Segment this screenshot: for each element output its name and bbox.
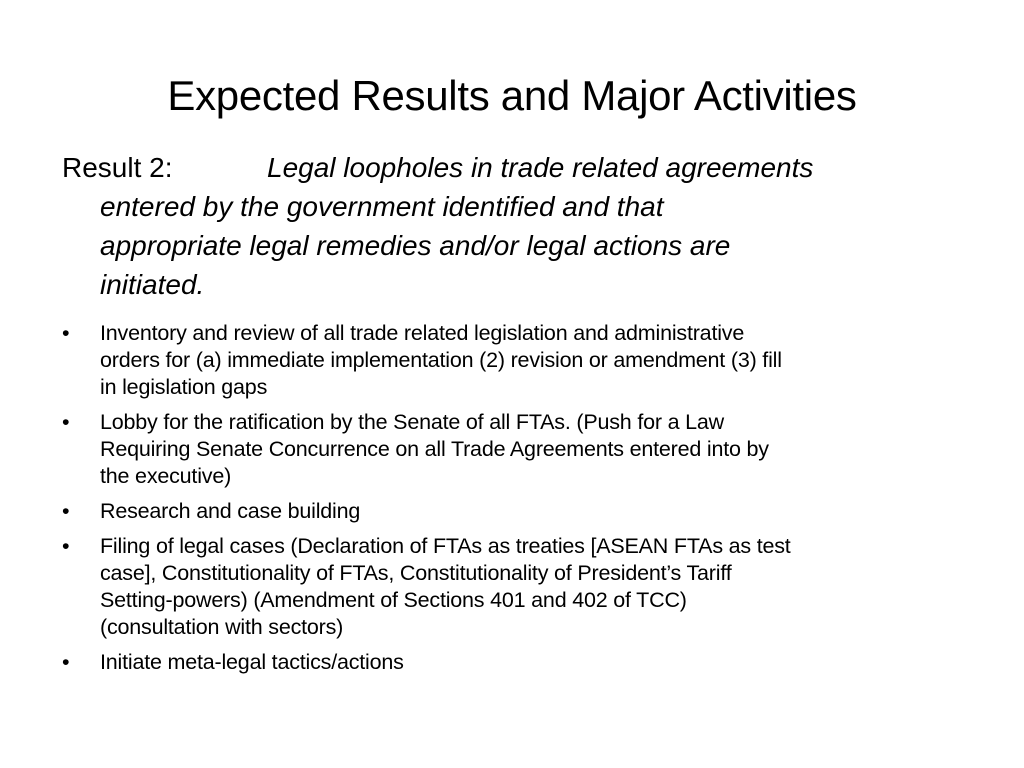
bullet-line: Inventory and review of all trade related legislation and administrative <box>100 321 745 345</box>
result-line: initiated. <box>100 269 205 300</box>
activities-list <box>62 320 982 684</box>
list-item <box>62 533 982 641</box>
result-line <box>62 148 962 187</box>
bullet-line: (consultation with sectors) <box>100 615 344 639</box>
bullet-icon: • <box>62 650 70 674</box>
bullet-icon: • <box>62 321 70 345</box>
bullet-line: case], Constitutionality of FTAs, Constitutionality of President’s Tariff <box>100 561 732 585</box>
bullet-line: Setting-powers) (Amendment of Sections 401 and 402 of TCC) <box>100 588 687 612</box>
bullet-icon: • <box>62 534 70 558</box>
bullet-line: Requiring Senate Concurrence on all Trade Agreements entered into by <box>100 437 769 461</box>
result-text: Legal loopholes in trade related agreements <box>267 152 814 183</box>
bullet-line: the executive) <box>100 464 232 488</box>
bullet-line: in legislation gaps <box>100 375 268 399</box>
slide-title: Expected Results and Major Activities <box>167 72 857 119</box>
bullet-line: Research and case building <box>100 499 361 523</box>
bullet-line: Initiate meta-legal tactics/actions <box>100 650 404 674</box>
bullet-line: Filing of legal cases (Declaration of FTAs as treaties [ASEAN FTAs as test <box>100 534 791 558</box>
list-item <box>62 409 982 490</box>
result-line: entered by the government identified and that <box>100 191 664 222</box>
result-line: appropriate legal remedies and/or legal actions are <box>100 230 731 261</box>
list-item <box>62 498 982 525</box>
result-label: Result 2: <box>62 152 173 183</box>
bullet-line: orders for (a) immediate implementation (2) revision or amendment (3) fill <box>100 348 782 372</box>
bullet-icon: • <box>62 499 70 523</box>
list-item <box>62 649 982 676</box>
bullet-line: Lobby for the ratification by the Senate of all FTAs. (Push for a Law <box>100 410 724 434</box>
list-item <box>62 320 982 401</box>
result-statement <box>62 148 962 304</box>
bullet-icon: • <box>62 410 70 434</box>
